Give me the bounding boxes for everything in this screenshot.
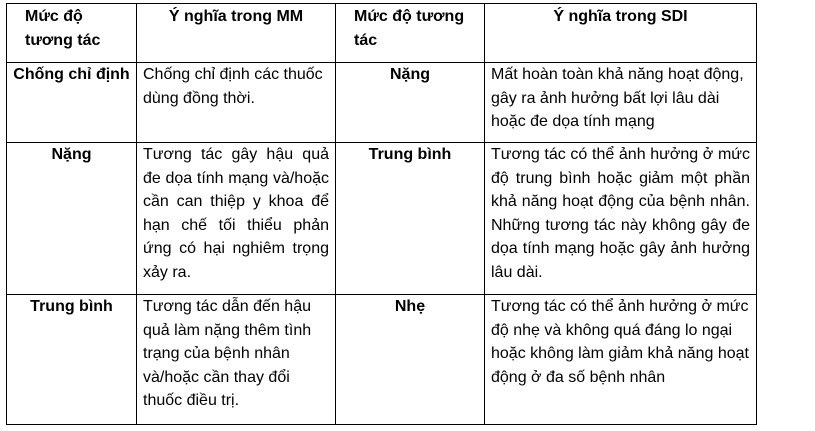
sdi-level-cell: Nhẹ [336,295,485,425]
sdi-level-cell: Trung bình [336,143,485,295]
mm-meaning-cell: Tương tác gây hậu quả đe dọa tính mạng và/hoặc cần can thiệp y khoa để hạn chế tối thiểu phản ứng có hại nghiêm trọng xảy ra. [137,143,336,295]
sdi-level-cell: Nặng [336,63,485,143]
table-row [7,63,757,143]
header-mm-level: Mức độ tương tác [7,4,137,63]
header-row [7,4,757,63]
interaction-severity-table [6,3,757,425]
header-sdi-meaning: Ý nghĩa trong SDI [485,4,757,63]
mm-meaning-cell: Tương tác dẫn đến hậu quả làm nặng thêm tình trạng của bệnh nhân và/hoặc cần thay đổi thuốc điều trị. [137,295,336,425]
header-sdi-level: Mức độ tương tác [336,4,485,63]
sdi-meaning-cell: Tương tác có thể ảnh hưởng ở mức độ trung bình hoặc giảm một phần khả năng hoạt động của bệnh nhân. Những tương tác này không gây đe dọa tính mạng hoặc gây ảnh hưởng lâu dài. [485,143,757,295]
mm-level-cell: Nặng [7,143,137,295]
sdi-meaning-cell: Tương tác có thể ảnh hưởng ở mức độ nhẹ và không quá đáng lo ngại hoặc không làm giảm khả năng hoạt động ở đa số bệnh nhân [485,295,757,425]
header-mm-meaning: Ý nghĩa trong MM [137,4,336,63]
sdi-meaning-cell: Mất hoàn toàn khả năng hoạt động, gây ra ảnh hưởng bất lợi lâu dài hoặc đe dọa tính mạng [485,63,757,143]
table-row [7,295,757,425]
mm-meaning-cell: Chống chỉ định các thuốc dùng đồng thời. [137,63,336,143]
table-row [7,143,757,295]
mm-level-cell: Chống chỉ định [7,63,137,143]
mm-level-cell: Trung bình [7,295,137,425]
